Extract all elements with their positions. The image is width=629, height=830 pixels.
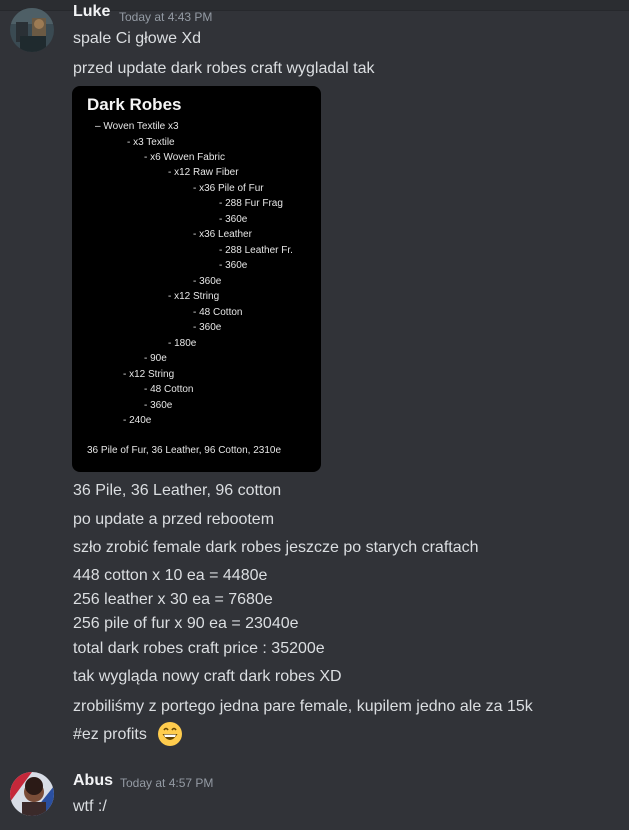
tree-line: - 90e bbox=[144, 353, 167, 364]
message-line: spale Ci głowe Xd bbox=[73, 30, 202, 47]
image-title: Dark Robes bbox=[87, 95, 182, 114]
avatar-luke[interactable] bbox=[10, 8, 54, 52]
message-line: 256 pile of fur x 90 ea = 23040e bbox=[73, 615, 299, 632]
timestamp: Today at 4:57 PM bbox=[120, 776, 214, 790]
tree-line: - 240e bbox=[123, 415, 152, 426]
tree-line: - x36 Leather bbox=[193, 229, 252, 240]
tree-line: - 360e bbox=[219, 214, 248, 225]
tree-line: - x12 String bbox=[168, 291, 220, 302]
grinning-emoji-icon[interactable] bbox=[157, 721, 183, 747]
tree-line: - 48 Cotton bbox=[144, 384, 194, 395]
tree-line: - x36 Pile of Fur bbox=[193, 183, 264, 194]
username-luke[interactable]: Luke bbox=[73, 3, 111, 20]
username-abus[interactable]: Abus bbox=[73, 772, 113, 789]
tree-line: - 288 Fur Frag bbox=[219, 198, 283, 209]
tree-line: - 360e bbox=[193, 276, 222, 287]
tree-line: - 180e bbox=[168, 338, 197, 349]
tree-line: - 360e bbox=[144, 400, 173, 411]
message-line: tak wygląda nowy craft dark robes XD bbox=[73, 668, 342, 685]
tree-line: - x12 String bbox=[123, 369, 175, 380]
avatar-abus[interactable] bbox=[10, 772, 54, 816]
message-line: #ez profits bbox=[73, 726, 147, 743]
message-line: przed update dark robes craft wygladal tak bbox=[73, 60, 375, 77]
tree-line: - 360e bbox=[219, 260, 248, 271]
message-line: 36 Pile, 36 Leather, 96 cotton bbox=[73, 482, 282, 499]
message-line: po update a przed rebootem bbox=[73, 511, 275, 528]
tree-line: – Woven Textile x3 bbox=[95, 121, 179, 132]
message-line: szło zrobić female dark robes jeszcze po starych craftach bbox=[73, 539, 479, 556]
message-line: wtf :/ bbox=[73, 798, 107, 815]
message-line: 256 leather x 30 ea = 7680e bbox=[73, 591, 273, 608]
message-line: zrobiliśmy z portego jedna pare female, kupilem jedno ale za 15k bbox=[73, 698, 533, 715]
tree-line: - x12 Raw Fiber bbox=[168, 167, 239, 178]
message-line: 448 cotton x 10 ea = 4480e bbox=[73, 567, 268, 584]
image-footer: 36 Pile of Fur, 36 Leather, 96 Cotton, 2310e bbox=[87, 445, 282, 456]
tree-line: - 48 Cotton bbox=[193, 307, 243, 318]
tree-line: - x3 Textile bbox=[127, 137, 175, 148]
tree-line: - 360e bbox=[193, 322, 222, 333]
attached-image-dark-robes[interactable] bbox=[72, 86, 321, 472]
tree-line: - x6 Woven Fabric bbox=[144, 152, 225, 163]
message-line: total dark robes craft price : 35200e bbox=[73, 640, 325, 657]
tree-line: - 288 Leather Fr. bbox=[219, 245, 293, 256]
timestamp: Today at 4:43 PM bbox=[119, 10, 213, 24]
